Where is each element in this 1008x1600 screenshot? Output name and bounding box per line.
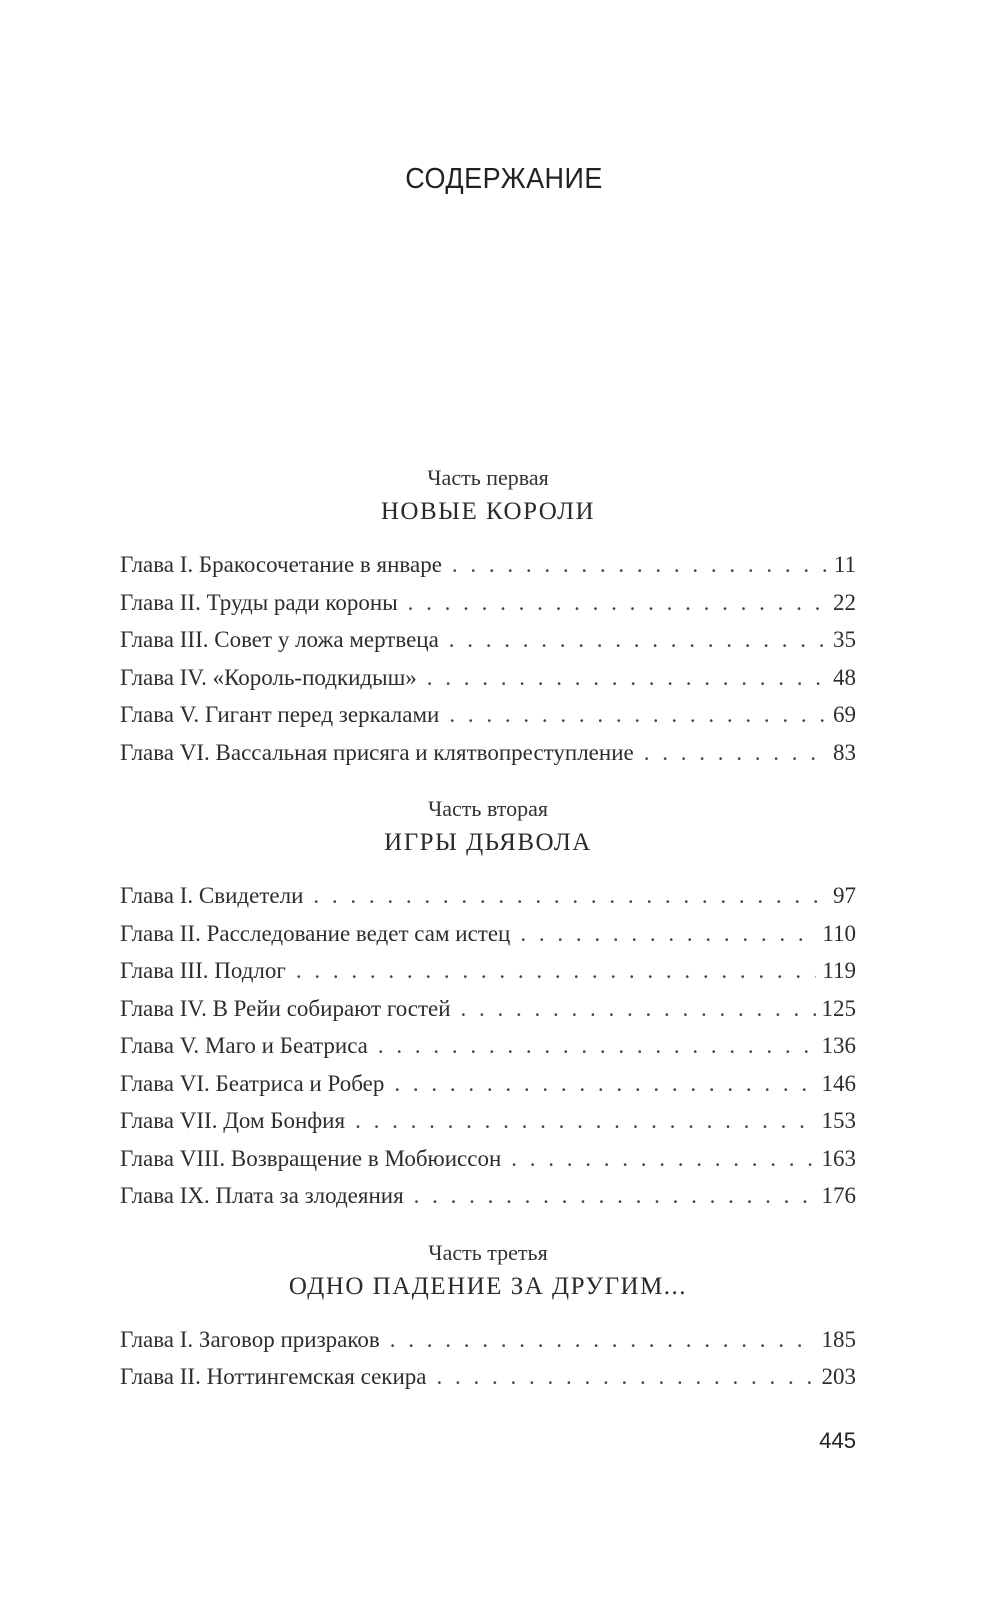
chapter-title: Глава IV. «Король-подкидыш» bbox=[120, 664, 417, 690]
toc-entry[interactable] bbox=[120, 1102, 856, 1140]
table-of-contents bbox=[120, 462, 856, 1396]
dot-leader bbox=[313, 877, 827, 915]
toc-entry[interactable] bbox=[120, 1140, 856, 1178]
dot-leader bbox=[461, 990, 816, 1028]
chapter-page: 35 bbox=[833, 627, 856, 652]
chapter-page: 125 bbox=[821, 995, 856, 1021]
toc-entry[interactable] bbox=[120, 1321, 856, 1359]
part-subtitle: Часть первая bbox=[427, 465, 549, 490]
chapter-title: Глава VIII. Возвращение в Мобюиссон bbox=[120, 1145, 502, 1171]
chapter-title: Глава III. Подлог bbox=[120, 958, 286, 983]
dot-leader bbox=[449, 621, 827, 659]
dot-leader bbox=[520, 915, 816, 953]
dot-leader bbox=[449, 696, 827, 734]
chapter-title: Глава IX. Плата за злодеяния bbox=[120, 1183, 404, 1208]
chapter-page: 185 bbox=[821, 1326, 856, 1352]
dot-leader bbox=[427, 659, 827, 697]
part-subtitle: Часть вторая bbox=[427, 796, 549, 821]
chapter-page: 163 bbox=[821, 1145, 856, 1171]
toc-entry[interactable] bbox=[120, 990, 856, 1028]
chapter-page: 153 bbox=[821, 1108, 856, 1133]
dot-leader bbox=[408, 584, 827, 622]
page-number: 445 bbox=[819, 1428, 856, 1453]
page-title: СОДЕРЖАНИЕ bbox=[405, 163, 603, 195]
part-title: НОВЫЕ КОРОЛИ bbox=[380, 498, 596, 525]
chapter-title: Глава VI. Вассальная присяга и клятвопреступление bbox=[120, 739, 634, 765]
chapter-page: 48 bbox=[833, 664, 856, 690]
dot-leader bbox=[452, 546, 828, 584]
chapter-page: 97 bbox=[833, 883, 856, 908]
toc-entry[interactable] bbox=[120, 734, 856, 772]
toc-entry[interactable] bbox=[120, 915, 856, 953]
toc-entry[interactable] bbox=[120, 621, 856, 659]
dot-leader bbox=[414, 1177, 816, 1215]
dot-leader bbox=[511, 1140, 815, 1178]
chapter-title: Глава I. Бракосочетание в январе bbox=[120, 552, 442, 577]
toc-entry[interactable] bbox=[120, 1027, 856, 1065]
chapter-page: 69 bbox=[833, 702, 856, 727]
dot-leader bbox=[394, 1065, 815, 1103]
chapter-title: Глава II. Труды ради короны bbox=[120, 589, 398, 615]
toc-entry[interactable] bbox=[120, 1177, 856, 1215]
toc-entry[interactable] bbox=[120, 952, 856, 990]
part-subtitle: Часть третья bbox=[428, 1239, 548, 1265]
chapter-title: Глава V. Гигант перед зеркалами bbox=[120, 702, 440, 727]
chapter-page: 146 bbox=[821, 1070, 856, 1096]
chapter-page: 203 bbox=[821, 1364, 856, 1389]
chapter-title: Глава VII. Дом Бонфия bbox=[120, 1108, 346, 1133]
chapter-page: 11 bbox=[833, 552, 856, 577]
toc-entry[interactable] bbox=[120, 584, 856, 622]
toc-entry[interactable] bbox=[120, 1358, 856, 1396]
part-1 bbox=[120, 462, 856, 771]
dot-leader bbox=[644, 734, 827, 772]
part-2 bbox=[120, 793, 856, 1215]
dot-leader bbox=[296, 952, 817, 990]
chapter-page: 136 bbox=[821, 1033, 856, 1058]
chapter-title: Глава IV. В Рейи собирают гостей bbox=[120, 995, 451, 1021]
part-title: ИГРЫ ДЬЯВОЛА bbox=[384, 829, 592, 856]
chapter-title: Глава II. Ноттингемская секира bbox=[120, 1364, 427, 1389]
chapter-title: Глава II. Расследование ведет сам истец bbox=[120, 920, 511, 946]
chapter-page: 83 bbox=[833, 739, 856, 765]
part-3 bbox=[120, 1237, 856, 1396]
chapter-title: Глава I. Свидетели bbox=[120, 883, 304, 908]
toc-entry[interactable] bbox=[120, 696, 856, 734]
toc-entry[interactable] bbox=[120, 877, 856, 915]
chapter-title: Глава VI. Беатриса и Робер bbox=[120, 1070, 385, 1096]
chapter-title: Глава V. Маго и Беатриса bbox=[120, 1033, 368, 1058]
toc-entry[interactable] bbox=[120, 659, 856, 697]
chapter-page: 119 bbox=[822, 958, 856, 983]
chapter-title: Глава I. Заговор призраков bbox=[120, 1326, 380, 1352]
chapter-page: 110 bbox=[822, 920, 856, 946]
dot-leader bbox=[378, 1027, 816, 1065]
dot-leader bbox=[390, 1321, 816, 1359]
toc-entry[interactable] bbox=[120, 546, 856, 584]
toc-entry[interactable] bbox=[120, 1065, 856, 1103]
part-title: ОДНО ПАДЕНИЕ ЗА ДРУГИМ... bbox=[288, 1272, 688, 1300]
dot-leader bbox=[436, 1358, 815, 1396]
chapter-page: 22 bbox=[833, 589, 856, 615]
dot-leader bbox=[355, 1102, 815, 1140]
chapter-page: 176 bbox=[821, 1183, 856, 1208]
chapter-title: Глава III. Совет у ложа мертвеца bbox=[120, 627, 439, 652]
